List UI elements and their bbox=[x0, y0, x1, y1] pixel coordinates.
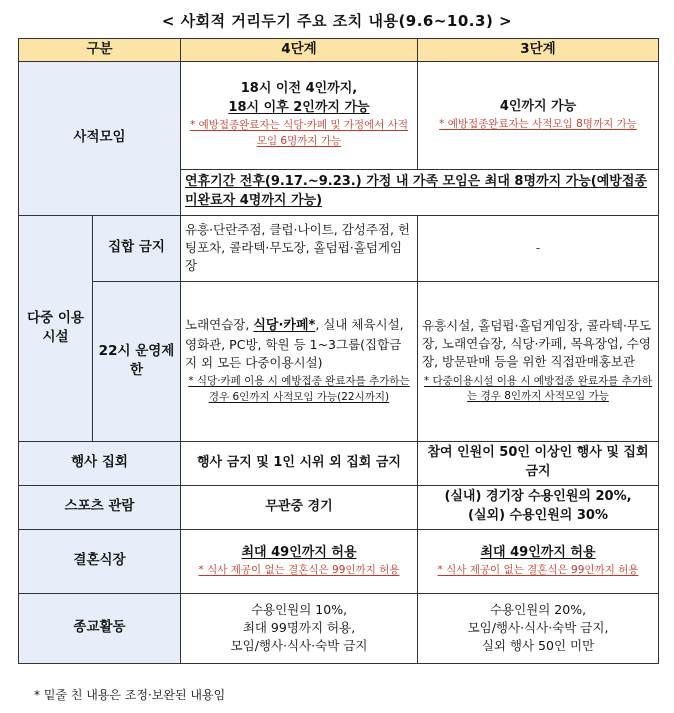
wedding-level4 bbox=[181, 529, 418, 593]
event-level4: 행사 금지 및 1인 시위 외 집회 금지 bbox=[181, 441, 418, 485]
ban-level3: - bbox=[418, 215, 659, 281]
private-label: 사적모임 bbox=[19, 61, 181, 215]
header-level3: 3단계 bbox=[418, 39, 659, 62]
event-level3: 참여 인원이 50인 이상인 행사 및 집회 금지 bbox=[418, 441, 659, 485]
limit-level4 bbox=[181, 281, 418, 441]
religion-row bbox=[19, 593, 659, 663]
religion-l4c: 모임/행사·식사·숙박 금지 bbox=[230, 638, 368, 654]
wedding-level3 bbox=[418, 529, 659, 593]
limit-l3-text: 유흥시설, 홀덤펍·홀덤게임장, 콜라텍·무도장, 노래연습장, 식당·카페, 목욕장업, 수영장, 방문판매 등을 위한 직접판매홍보관 bbox=[422, 318, 652, 370]
multi-label: 다중 이용시설 bbox=[19, 215, 93, 441]
limit-row bbox=[19, 281, 659, 441]
limit-l3-note: * 다중이용시설 이용 시 예방접종 완료자를 추가하는 경우 8인까지 사적모임 가능 bbox=[423, 374, 653, 403]
footnote: * 밑줄 친 내용은 조정·보완된 내용임 bbox=[34, 688, 226, 702]
wedding-l4: 최대 49인까지 허용 bbox=[241, 544, 357, 560]
sports-label: 스포츠 관람 bbox=[19, 485, 181, 529]
sports-row bbox=[19, 485, 659, 529]
ban-label: 집합 금지 bbox=[93, 215, 181, 281]
event-row bbox=[19, 441, 659, 485]
limit-l4-b: 식당·카페* bbox=[253, 318, 316, 334]
page-title: < 사회적 거리두기 주요 조치 내용(9.6~10.3) > bbox=[161, 12, 513, 30]
private-level3 bbox=[418, 61, 659, 169]
limit-l4-a: 노래연습장, bbox=[185, 317, 254, 333]
sports-l3b: (실외) 수용인원의 30% bbox=[468, 508, 608, 524]
limit-label: 22시 운영제한 bbox=[93, 281, 181, 441]
sports-l3a: (실내) 경기장 수용인원의 20%, bbox=[444, 489, 632, 505]
wedding-label: 결혼식장 bbox=[19, 529, 181, 593]
private-level4 bbox=[181, 61, 418, 169]
ban-row bbox=[19, 215, 659, 281]
wedding-l4-note: * 식사 제공이 없는 결혼식은 99인까지 허용 bbox=[198, 563, 400, 576]
religion-level3 bbox=[418, 593, 659, 663]
sports-level4: 무관중 경기 bbox=[181, 485, 418, 529]
header-row bbox=[19, 39, 659, 62]
header-category: 구분 bbox=[19, 39, 181, 62]
religion-l3b: 모임/행사·식사·숙박 금지, bbox=[467, 620, 609, 635]
private-l3-main: 4인까지 가능 bbox=[499, 98, 577, 114]
private-l3-note: * 예방접종완료자는 사적모임 8명까지 가능 bbox=[439, 117, 637, 130]
religion-level4 bbox=[181, 593, 418, 663]
religion-l3c: 실외 행사 50인 미만 bbox=[481, 638, 595, 654]
private-l4-main1: 18시 이전 4인까지, bbox=[240, 81, 358, 97]
religion-l4a: 수용인원의 10%, bbox=[250, 601, 348, 617]
limit-level3 bbox=[418, 281, 659, 441]
event-label: 행사 집회 bbox=[19, 441, 181, 485]
wedding-l3: 최대 49인까지 허용 bbox=[480, 544, 596, 560]
limit-l4-note: * 식당·카페 이용 시 예방접종 완료자를 추가하는 경우 6인까지 사적모임 가능(22시까지) bbox=[188, 375, 410, 404]
header-level4: 4단계 bbox=[181, 39, 418, 62]
wedding-l3-note: * 식사 제공이 없는 결혼식은 99인까지 허용 bbox=[437, 563, 639, 576]
measures-table bbox=[18, 38, 659, 664]
religion-l4b: 최대 99명까지 허용, bbox=[242, 620, 356, 635]
ban-level4: 유흥·단란주점, 클럽·나이트, 감성주점, 헌팅포차, 콜라텍·무도장, 홀덤펍·홀덤게임장 bbox=[181, 215, 418, 281]
private-row bbox=[19, 61, 659, 169]
private-l4-main2: 18시 이후 2인까지 가능 bbox=[228, 100, 370, 116]
private-holiday: 연휴기간 전후(9.17.~9.23.) 가정 내 가족 모임은 최대 8명까지 가능(예방접종 미완료자 4명까지 가능) bbox=[181, 169, 659, 215]
sports-level3 bbox=[418, 485, 659, 529]
private-l4-note: * 예방접종완료자는 식당·카페 및 가정에서 사적모임 6명까지 가능 bbox=[190, 119, 408, 147]
religion-label: 종교활동 bbox=[19, 593, 181, 663]
wedding-row bbox=[19, 529, 659, 593]
religion-l3a: 수용인원의 20%, bbox=[489, 601, 587, 617]
limit-l4-c: , 실내 체육시설, 영화관, PC방, 학원 등 1~3그룹(집합금지 외 모든 다중이용시설) bbox=[185, 317, 404, 371]
